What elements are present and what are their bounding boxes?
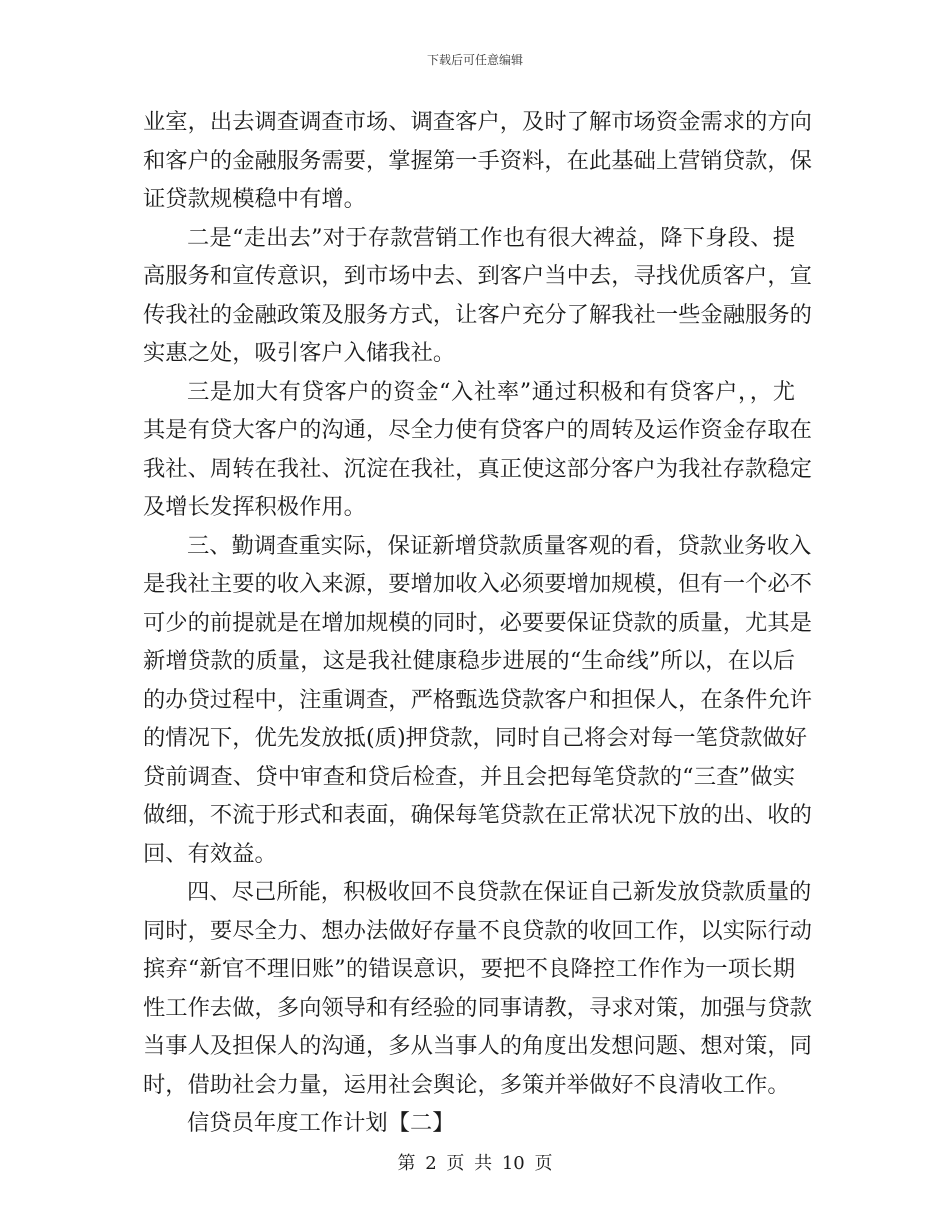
paragraph-line: 三、勤调查重实际，保证新增贷款质量客观的看，贷款业务收入 xyxy=(187,532,812,559)
paragraph-line: 贷前调查、贷中审查和贷后检查，并且会把每笔贷款的“三查”做实 xyxy=(143,763,795,790)
paragraph xyxy=(143,873,812,1104)
paragraph xyxy=(143,527,812,874)
paragraph-line: 其是有贷大客户的沟通，尽全力使有贷客户的周转及运作资金存取在 xyxy=(143,417,812,443)
paragraph-line: 摈弃“新官不理旧账”的错误意识，要把不良降控工作作为一项长期 xyxy=(143,956,795,982)
paragraph-line: 和客户的金融服务需要，掌握第一手资料，在此基础上营销贷款，保 xyxy=(143,147,812,174)
paragraph xyxy=(143,219,812,373)
document-body xyxy=(143,103,812,1143)
paragraph-line: 新增贷款的质量，这是我社健康稳步进展的“生命线”所以，在以后 xyxy=(143,648,795,674)
paragraph-line: 可少的前提就是在增加规模的同时，必要要保证贷款的质量，尤其是 xyxy=(143,609,812,636)
paragraph-line: 证贷款规模稳中有增。 xyxy=(143,186,366,212)
paragraph-line: 实惠之处，吸引客户入储我社。 xyxy=(143,340,456,366)
paragraph xyxy=(143,373,812,527)
paragraph-line: 回、有效益。 xyxy=(143,840,277,867)
paragraph-line: 传我社的金融政策及服务方式，让客户充分了解我社一些金融服务的 xyxy=(143,301,812,328)
paragraph-line: 性工作去做，多向领导和有经验的同事请教，寻求对策，加强与贷款 xyxy=(143,994,812,1021)
paragraph-line: 是我社主要的收入来源，要增加收入必须要增加规模，但有一个必不 xyxy=(143,571,812,597)
paragraph-line: 四、尽己所能，积极收回不良贷款在保证自己新发放贷款质量的 xyxy=(187,879,812,905)
paragraph-line: 当事人及担保人的沟通，多从当事人的角度出发想问题、想对策，同 xyxy=(143,1033,812,1059)
paragraph-line: 做细，不流于形式和表面，确保每笔贷款在正常状况下放的出、收的 xyxy=(143,802,812,828)
page-number-footer: 第 2 页 共 10 页 xyxy=(397,1153,553,1174)
paragraph-line: 时，借助社会力量，运用社会舆论，多策并举做好不良清收工作。 xyxy=(143,1071,790,1098)
paragraph-line: 的办贷过程中，注重调查，严格甄选贷款客户和担保人，在条件允许 xyxy=(143,686,812,713)
paragraph-line: 我社、周转在我社、沉淀在我社，真正使这部分客户为我社存款稳定 xyxy=(143,455,812,482)
paragraph-line: 信贷员年度工作计划【二】 xyxy=(187,1110,455,1136)
paragraph-line: 高服务和宣传意识，到市场中去、到客户当中去，寻找优质客户，宣 xyxy=(143,263,812,289)
page-header-note: 下载后可任意编辑 xyxy=(426,53,523,67)
paragraph-line: 的情况下，优先发放抵(质)押贷款，同时自己将会对每一笔贷款做好 xyxy=(143,725,808,751)
paragraph-line: 三是加大有贷客户的资金“入社率”通过积极和有贷客户，，尤 xyxy=(187,378,795,405)
paragraph xyxy=(143,1104,795,1143)
paragraph-line: 二是“走出去”对于存款营销工作也有很大裨益，降下身段、提 xyxy=(187,224,795,251)
paragraph-line: 同时，要尽全力、想办法做好存量不良贷款的收回工作，以实际行动 xyxy=(143,917,812,944)
paragraph-line: 及增长发挥积极作用。 xyxy=(143,494,366,520)
paragraph-line: 业室，出去调查调查市场、调查客户，及时了解市场资金需求的方向 xyxy=(143,109,812,135)
paragraph xyxy=(143,103,812,219)
